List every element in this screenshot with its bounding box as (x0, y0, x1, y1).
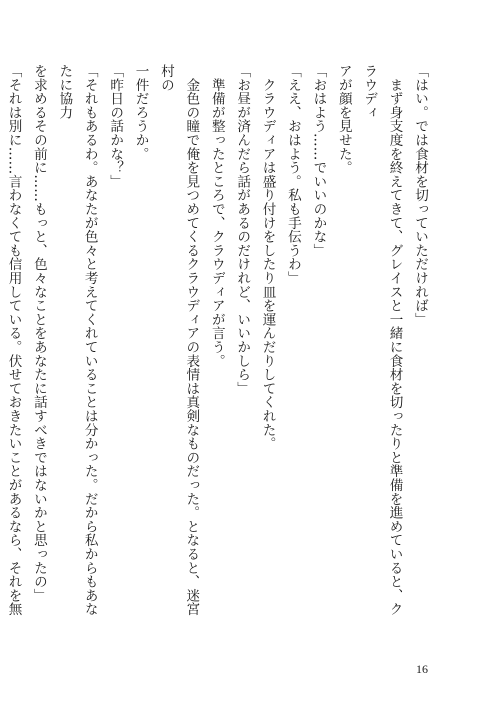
text-line: 「ええ、おはよう。私も手伝うわ」 (284, 64, 301, 285)
text-line: クラウディアは盛り付けをしたり皿を運んだりしてくれた。 (259, 64, 276, 451)
text-line: アが顔を見せた。 (335, 64, 352, 175)
text-line: 「それもあるわ。あなたが色々と考えてくれていることは分かった。だから私からもあなたに協力 (56, 64, 98, 616)
page-number: 16 (416, 662, 428, 676)
text-line: 「お昼が済んだら話があるのだけれど、いいかしら」 (234, 64, 251, 396)
body-text (5, 64, 432, 624)
text-line: 「はい。では食材を切っていただければ」 (412, 64, 428, 327)
text-line: 金色の瞳で俺を見つめてくるクラウディアの表情は真剣なものだった。となると、迷宮村の (157, 64, 200, 616)
text-line: 「それは別に……言わなくても信用している。伏せておきたいことがあるなら、それを無 (5, 64, 22, 616)
text-line: まず身支度を終えてきて、グレイスと一緒に食材を切ったりと準備を進めていると、クラウディ (361, 64, 403, 616)
text-line: 「おはよう……でいいのかな」 (310, 64, 327, 258)
text-line: 一件だろうか。 (132, 64, 149, 161)
text-line: を求めるその前に……もっと、色々なことをあなたに話すべきではないかと思ったの」 (30, 64, 47, 603)
text-line: 「昨日の話かな？」 (107, 64, 124, 189)
text-line: 準備が整ったところで、クラウディアが言う。 (208, 64, 225, 368)
